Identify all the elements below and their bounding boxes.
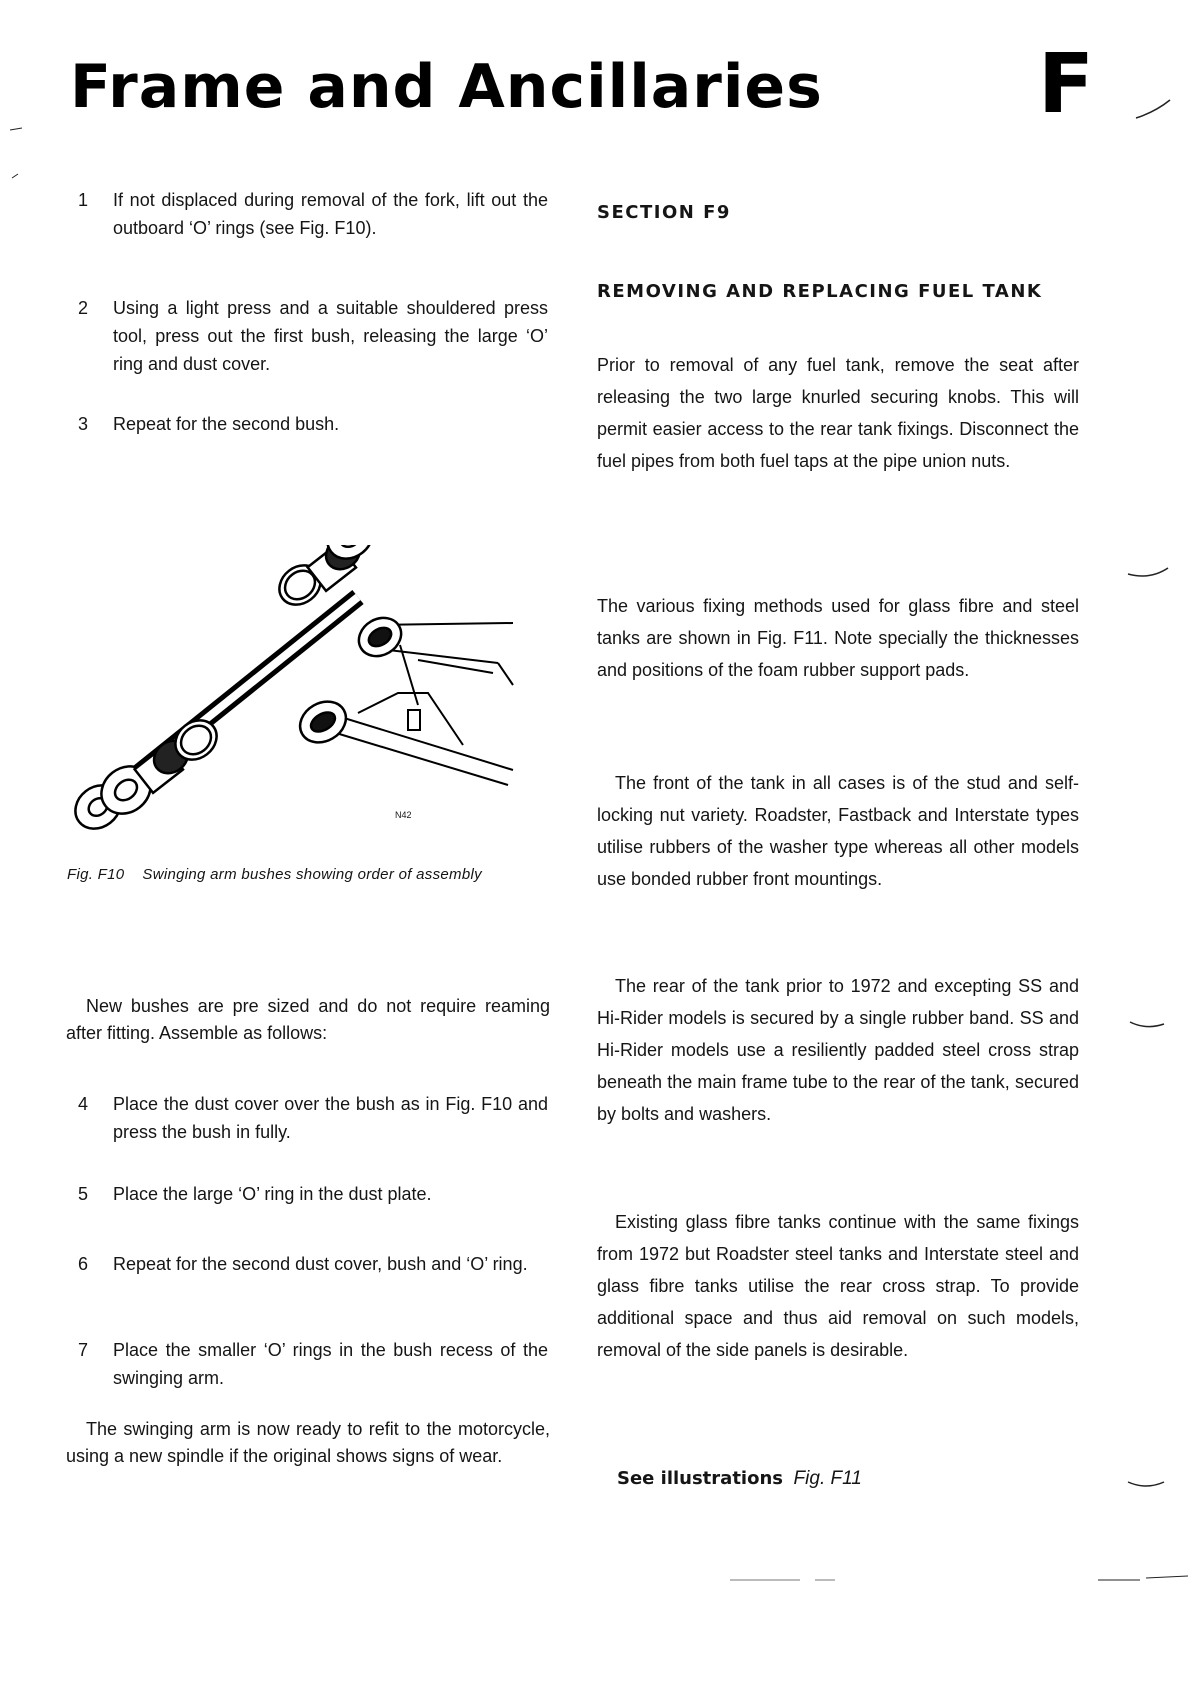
- step-number: 1: [78, 190, 89, 210]
- section-letter: F: [1038, 37, 1095, 132]
- step-text: Place the large ‘O’ ring in the dust plate.: [113, 1184, 432, 1204]
- body-paragraph: The various fixing methods used for glass fibre and steel tanks are shown in Fig. F11. Note specially the thicknesses and positions of the foam rubber support pads.: [597, 596, 1079, 680]
- see-illustrations-ref: Fig. F11: [793, 1468, 862, 1489]
- body-paragraph: Prior to removal of any fuel tank, remove the seat after releasing the two large knurled securing knobs. This will permit easier access to the rear tank fixings. Disconnect the fuel pipes from both fuel taps at the pipe union nuts.: [597, 355, 1079, 471]
- figure-label: Fig. F10: [67, 866, 125, 883]
- step-text: Place the smaller ‘O’ rings in the bush recess of the swinging arm.: [113, 1340, 548, 1388]
- step-number: 2: [78, 298, 89, 318]
- step-text: Place the dust cover over the bush as in Fig. F10 and press the bush in fully.: [113, 1094, 548, 1142]
- section-heading: REMOVING AND REPLACING FUEL TANK: [597, 281, 1043, 302]
- body-paragraph: The rear of the tank prior to 1972 and excepting SS and Hi-Rider models is secured by a single rubber band. SS and Hi-Rider models use a resiliently padded steel cross strap beneath the main frame tube to the rear of the tank, secured by bolts and washers.: [597, 976, 1079, 1124]
- step-number: 6: [78, 1254, 89, 1274]
- step-number: 4: [78, 1094, 89, 1114]
- step-text: If not displaced during removal of the fork, lift out the outboard ‘O’ rings (see Fig. F10).: [113, 190, 548, 238]
- step-text: Repeat for the second bush.: [113, 414, 340, 434]
- step-number: 5: [78, 1184, 89, 1204]
- step-number: 3: [78, 414, 89, 434]
- step-text: Repeat for the second dust cover, bush and ‘O’ ring.: [113, 1254, 528, 1274]
- closing-paragraph: The swinging arm is now ready to refit to the motorcycle, using a new spindle if the original shows signs of wear.: [66, 1419, 550, 1466]
- figure-code: N42: [395, 810, 412, 820]
- step-number: 7: [78, 1340, 89, 1360]
- step-text: Using a light press and a suitable shouldered press tool, press out the first bush, releasing the large ‘O’ ring and dust cover.: [113, 298, 548, 374]
- page-title: Frame and Ancillaries: [70, 52, 823, 122]
- assembly-intro: New bushes are pre sized and do not require reaming after fitting. Assemble as follows:: [66, 996, 550, 1043]
- body-paragraph: The front of the tank in all cases is of the stud and self-locking nut variety. Roadster, Fastback and Interstate types utilise rubbers of the washer type whereas all other models use bonded rubber front mountings.: [597, 773, 1079, 889]
- figure-caption-text: Swinging arm bushes showing order of assembly: [142, 866, 482, 883]
- section-label: SECTION F9: [597, 202, 731, 223]
- body-paragraph: Existing glass fibre tanks continue with the same fixings from 1972 but Roadster steel tanks and Interstate steel and glass fibre tanks utilise the rear cross strap. To provide additional space and thus aid removal on such models, removal of the side panels is desirable.: [597, 1212, 1079, 1360]
- see-illustrations-label: See illustrations: [617, 1468, 783, 1489]
